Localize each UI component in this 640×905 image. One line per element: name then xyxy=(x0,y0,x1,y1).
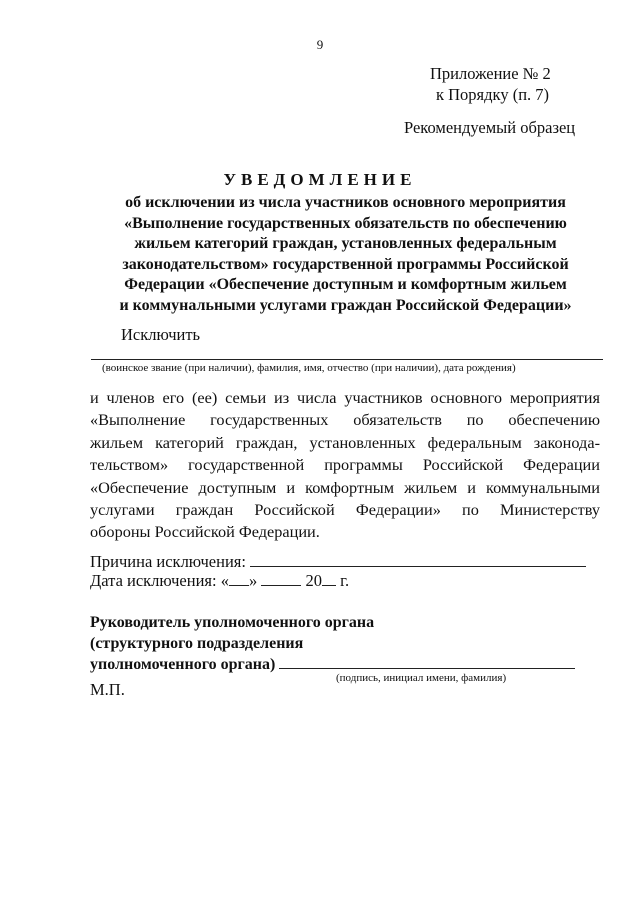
signature-role-text: уполномоченного органа) xyxy=(90,656,276,673)
subtitle-line: законодательством» государственной программы Российской xyxy=(122,255,569,273)
person-caption: (воинское звание (при наличии), фамилия, имя, отчество (при наличии), дата рождения) xyxy=(102,362,516,374)
exclude-label: Исключить xyxy=(121,325,201,344)
page-number: 9 xyxy=(316,37,324,52)
date-month-blank xyxy=(261,571,301,586)
reason-label: Причина исключения: xyxy=(90,552,246,571)
signature-caption: (подпись, инициал имени, фамилия) xyxy=(336,672,507,684)
date-year-prefix: 20 xyxy=(305,571,322,590)
reason-field xyxy=(90,552,586,572)
body-line: жильем категорий граждан, установленных федеральным законода- xyxy=(90,432,600,452)
subtitle-line: и коммунальными услугами граждан Российской Федерации» xyxy=(119,296,572,314)
body-line: и членов его (ее) семьи из числа участников основного мероприятия xyxy=(90,388,600,407)
date-day-blank xyxy=(229,571,249,586)
date-label: Дата исключения: « xyxy=(90,571,229,590)
person-fill-line xyxy=(91,359,603,360)
subtitle-line: Федерации «Обеспечение доступным и комфортным жильем xyxy=(124,276,567,294)
document-title: УВЕДОМЛЕНИЕ xyxy=(223,170,417,189)
body-paragraph xyxy=(90,387,600,544)
signature-role-line-1: Руководитель уполномоченного органа xyxy=(90,614,375,631)
body-line: «Выполнение государственных обязательств по обеспечению xyxy=(90,410,600,430)
reason-fill-line xyxy=(250,552,586,567)
subtitle-line: жильем категорий граждан, установленных федеральным xyxy=(134,235,557,253)
date-quote-close: » xyxy=(248,571,258,590)
subtitle-line: «Выполнение государственных обязательств по обеспечению xyxy=(124,214,567,232)
date-year-blank xyxy=(322,571,336,586)
seal-label: М.П. xyxy=(90,680,125,699)
document-subtitle xyxy=(88,193,603,317)
signature-role-line-2: (структурного подразделения xyxy=(90,635,304,652)
sample-label: Рекомендуемый образец xyxy=(404,118,576,137)
date-year-suffix: г. xyxy=(340,571,350,590)
body-line: услугами граждан Российской Федерации» по Министерству xyxy=(90,500,600,520)
signature-fill-line xyxy=(279,656,575,669)
subtitle-line: об исключении из числа участников основного мероприятия xyxy=(125,194,566,211)
body-line: обороны Российской Федерации. xyxy=(90,522,320,542)
body-line: тельством» государственной программы Российской Федерации xyxy=(90,455,600,475)
appendix-number: Приложение № 2 xyxy=(430,64,551,83)
appendix-reference: к Порядку (п. 7) xyxy=(436,85,550,104)
body-line: «Обеспечение доступным и комфортным жильем и коммунальными xyxy=(90,477,600,497)
date-field xyxy=(90,571,349,591)
